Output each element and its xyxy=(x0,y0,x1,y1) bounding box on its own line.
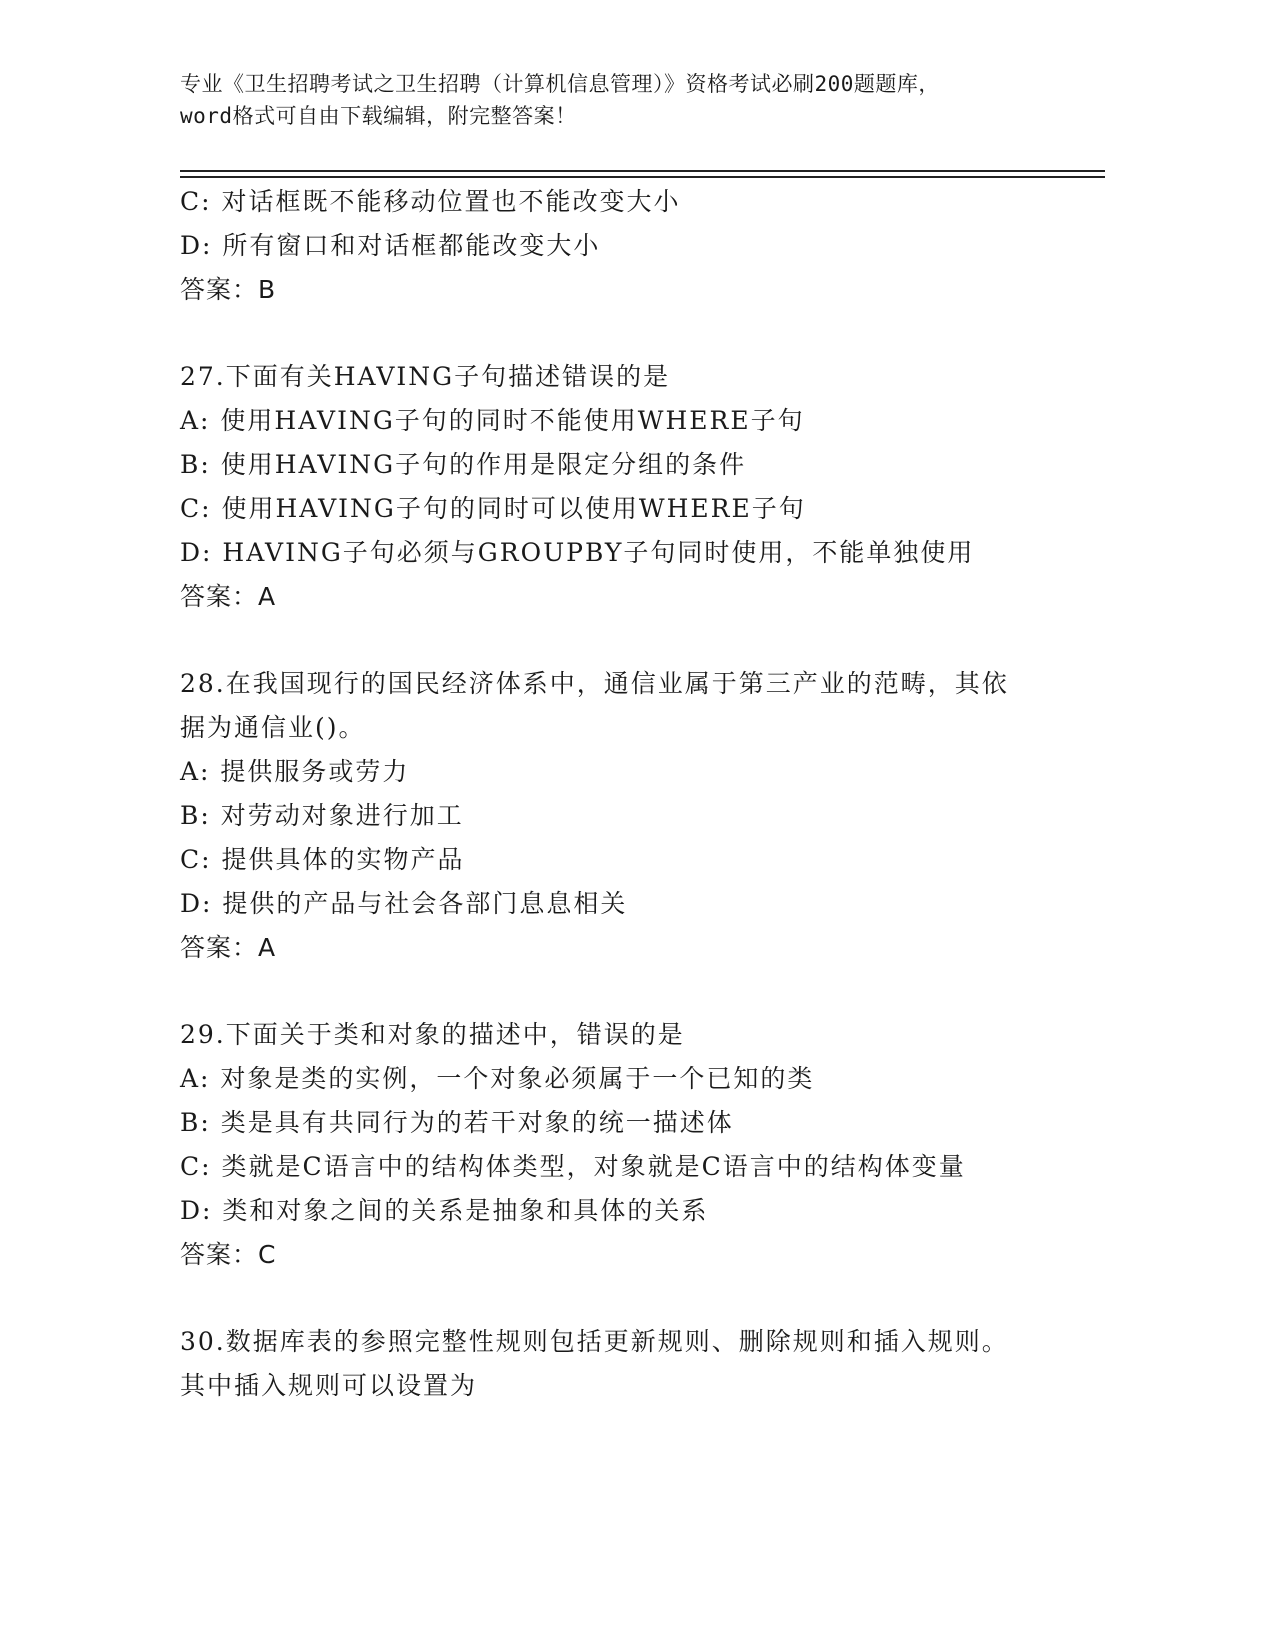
option-a: A: 使用HAVING子句的同时不能使用WHERE子句 xyxy=(180,406,805,435)
option-a: A: 对象是类的实例，一个对象必须属于一个已知的类 xyxy=(180,1064,815,1093)
option-c: C: 提供具体的实物产品 xyxy=(180,845,465,874)
answer-line: 答案：B xyxy=(180,275,277,304)
option-a: A: 提供服务或劳力 xyxy=(180,757,410,786)
option-d: D: 提供的产品与社会各部门息息相关 xyxy=(180,889,628,918)
document-header xyxy=(180,68,1080,132)
header-line-1: 专业《卫生招聘考试之卫生招聘（计算机信息管理）》资格考试必刷200题题库， xyxy=(180,72,940,96)
header-divider-bottom xyxy=(180,176,1105,178)
option-b: B: 类是具有共同行为的若干对象的统一描述体 xyxy=(180,1108,734,1137)
option-c: C: 使用HAVING子句的同时可以使用WHERE子句 xyxy=(180,494,806,523)
header-divider-top xyxy=(180,170,1105,172)
option-c: C: 对话框既不能移动位置也不能改变大小 xyxy=(180,187,681,216)
option-d: D: 所有窗口和对话框都能改变大小 xyxy=(180,231,601,260)
question-stem-continued: 其中插入规则可以设置为 xyxy=(180,1371,478,1400)
question-content xyxy=(180,180,1080,1408)
question-stem: 28.在我国现行的国民经济体系中，通信业属于第三产业的范畴，其依 xyxy=(180,669,1009,698)
option-d: D: HAVING子句必须与GROUPBY子句同时使用，不能单独使用 xyxy=(180,538,975,567)
option-c: C: 类就是C语言中的结构体类型，对象就是C语言中的结构体变量 xyxy=(180,1152,966,1181)
option-b: B: 对劳动对象进行加工 xyxy=(180,801,464,830)
answer-line: 答案：A xyxy=(180,582,277,611)
answer-line: 答案：C xyxy=(180,1240,277,1269)
question-stem: 27.下面有关HAVING子句描述错误的是 xyxy=(180,362,671,391)
answer-line: 答案：A xyxy=(180,933,277,962)
question-stem-continued: 据为通信业()。 xyxy=(180,713,366,742)
question-stem: 30.数据库表的参照完整性规则包括更新规则、删除规则和插入规则。 xyxy=(180,1327,1009,1356)
header-line-2: word格式可自由下载编辑，附完整答案！ xyxy=(180,104,577,128)
question-stem: 29.下面关于类和对象的描述中，错误的是 xyxy=(180,1020,685,1049)
option-d: D: 类和对象之间的关系是抽象和具体的关系 xyxy=(180,1196,709,1225)
option-b: B: 使用HAVING子句的作用是限定分组的条件 xyxy=(180,450,747,479)
